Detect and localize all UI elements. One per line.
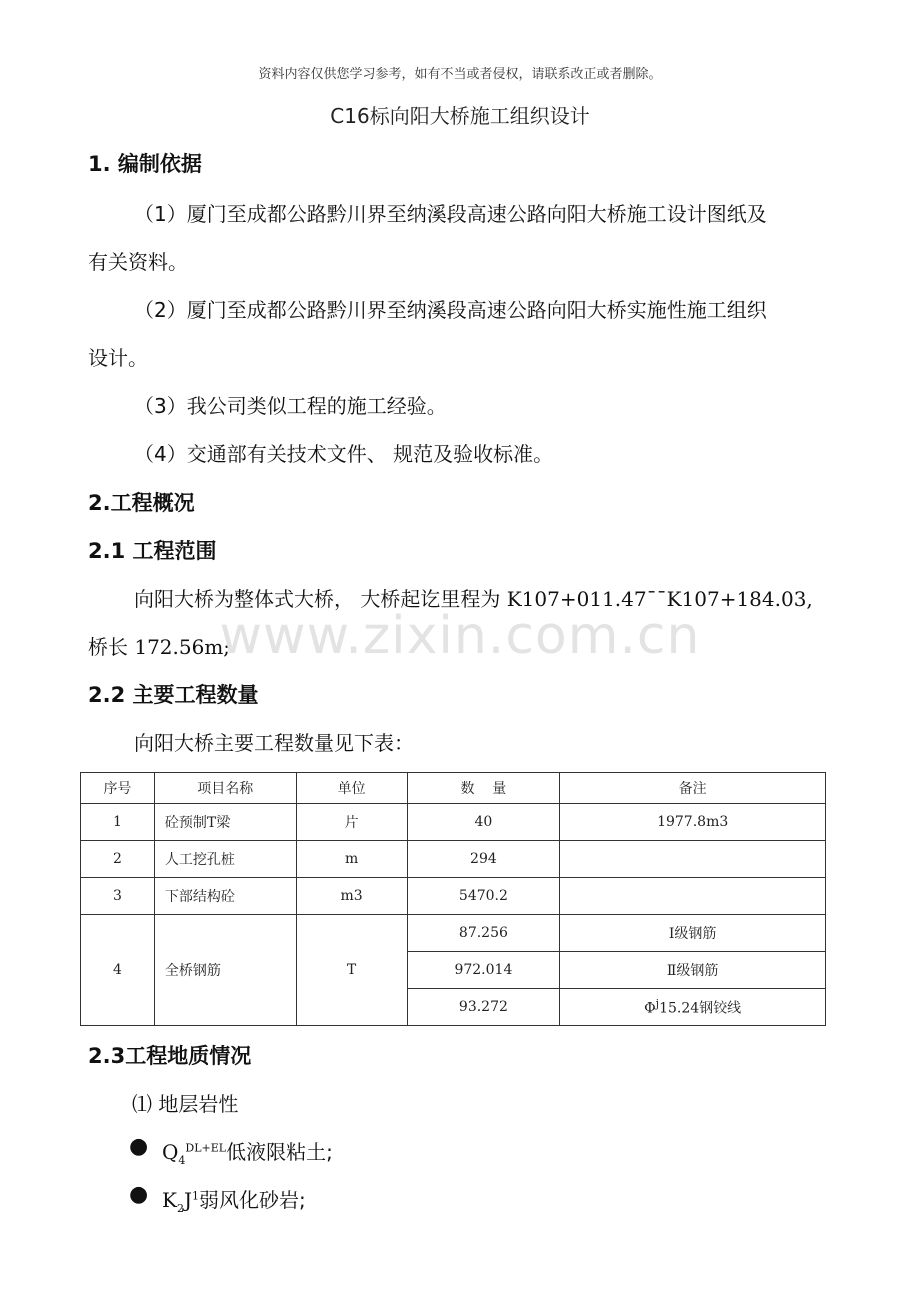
table-header-row: [81, 773, 826, 804]
basis-item-1-line-2: 有关资料。: [88, 250, 188, 274]
cell-no: 3: [81, 878, 155, 915]
phi-superscript: j: [655, 996, 660, 1010]
cell-unit: 片: [296, 804, 407, 841]
cell-no: 1: [81, 804, 155, 841]
cell-qty: 972.014: [407, 952, 560, 989]
chainage-range: K107+011.47¯¯K107+184.03,: [506, 587, 813, 611]
cell-qty: 294: [407, 841, 560, 878]
bridge-length-value: 172.56m;: [134, 635, 231, 659]
section-2-1-heading: 2.1 工程范围: [88, 539, 217, 563]
header-qty: 数 量: [407, 773, 560, 804]
cell-unit: m: [296, 841, 407, 878]
table-row: [81, 915, 826, 952]
scope-text: 向阳大桥为整体式大桥， 大桥起讫里程为: [134, 587, 507, 611]
header-note: 备注: [560, 773, 826, 804]
cell-unit: T: [296, 915, 407, 1026]
disclaimer-text: 资料内容仅供您学习参考，如有不当或者侵权，请联系改正或者删除。: [258, 67, 662, 82]
document-title: C16标向阳大桥施工组织设计: [330, 104, 590, 128]
header-name: 项目名称: [154, 773, 296, 804]
cell-no: 4: [81, 915, 155, 1026]
soil-layer-1: [162, 1136, 333, 1167]
cell-name: 人工挖孔桩: [154, 841, 296, 878]
phi-symbol: Φ: [644, 1000, 656, 1017]
layer-subscript: 2: [176, 1202, 184, 1215]
strand-label: 15.24钢铰线: [659, 1000, 742, 1017]
layer-superscript: DL+EL: [185, 1141, 227, 1155]
layer-subscript: 4: [178, 1154, 186, 1167]
cell-qty: 40: [407, 804, 560, 841]
layer-description: 弱风化砂岩;: [198, 1188, 306, 1212]
bridge-length-label: 桥长: [88, 635, 135, 659]
basis-item-2-line-2: 设计。: [88, 346, 148, 370]
header-unit: 单位: [296, 773, 407, 804]
cell-note: [560, 841, 826, 878]
bullet-icon: ●: [129, 1182, 149, 1207]
layer-symbol: K: [162, 1188, 177, 1212]
cell-note: [560, 989, 826, 1026]
layer-symbol: Q: [162, 1140, 179, 1164]
layer-symbol-j: J: [183, 1188, 192, 1212]
scope-line-1: [134, 583, 813, 612]
cell-qty: 5470.2: [407, 878, 560, 915]
layer-superscript: 1: [191, 1189, 199, 1203]
cell-note: Ⅰ级钢筋: [560, 915, 826, 952]
table-row: [81, 804, 826, 841]
bullet-icon: ●: [129, 1134, 149, 1159]
section-1-heading: 1. 编制依据: [88, 152, 202, 176]
stratum-subheading: ⑴ 地层岩性: [132, 1092, 239, 1116]
cell-no: 2: [81, 841, 155, 878]
table-row: [81, 878, 826, 915]
cell-name: 全桥钢筋: [154, 915, 296, 1026]
basis-item-3: （3）我公司类似工程的施工经验。: [134, 394, 447, 418]
scope-line-2: [88, 631, 230, 660]
header-no: 序号: [81, 773, 155, 804]
cell-note: [560, 878, 826, 915]
basis-item-2-line-1: （2）厦门至成都公路黔川界至纳溪段高速公路向阳大桥实施性施工组织: [134, 298, 767, 322]
cell-name: 砼预制T梁: [154, 804, 296, 841]
cell-qty: 93.272: [407, 989, 560, 1026]
cell-note: Ⅱ级钢筋: [560, 952, 826, 989]
table-intro: 向阳大桥主要工程数量见下表：: [134, 731, 414, 755]
basis-item-1-line-1: （1）厦门至成都公路黔川界至纳溪段高速公路向阳大桥施工设计图纸及: [134, 202, 767, 226]
section-2-heading: 2.工程概况: [88, 491, 195, 515]
cell-note: 1977.8m3: [560, 804, 826, 841]
soil-layer-2: [162, 1184, 306, 1215]
cell-name: 下部结构砼: [154, 878, 296, 915]
basis-item-4: （4）交通部有关技术文件、 规范及验收标准。: [134, 442, 554, 466]
table-row: [81, 841, 826, 878]
watermark: www.zixin.com.cn: [219, 606, 701, 666]
section-2-3-heading: 2.3工程地质情况: [88, 1044, 252, 1068]
layer-description: 低液限粘土;: [226, 1140, 333, 1164]
cell-unit: m3: [296, 878, 407, 915]
quantity-table: [80, 772, 826, 1026]
cell-qty: 87.256: [407, 915, 560, 952]
section-2-2-heading: 2.2 主要工程数量: [88, 683, 259, 707]
